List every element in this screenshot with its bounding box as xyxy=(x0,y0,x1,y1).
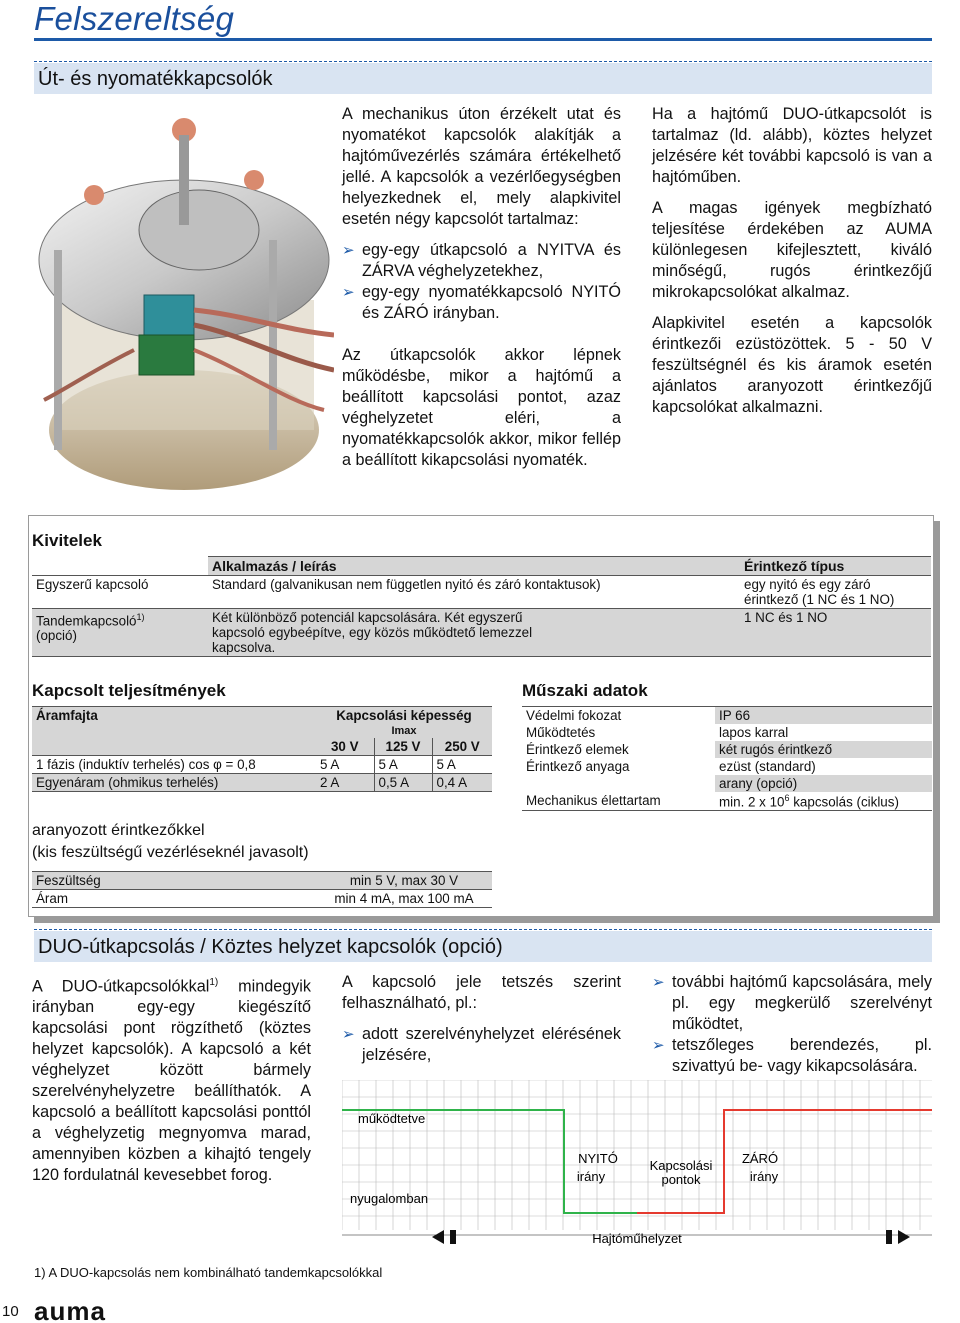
bullet-travel-switch: ➢ egy-egy útkapcsoló a NYITVA és ZÁRVA véghelyzetekhez, xyxy=(342,240,621,282)
row-type: 1 NC és 1 NO xyxy=(740,609,931,657)
switches-operation-text: Az útkapcsolók akkor lépnek működésbe, mikor a hajtómű a beállított kapcsolási pontot, azaz véghelyzetet eléri, a nyomatékkapcsolók akkor, mikor fellép a beállított kikapcsolási nyomaték. xyxy=(342,346,621,469)
technical-data-table xyxy=(522,706,932,811)
label-open-dir: NYITÓ xyxy=(578,1151,618,1166)
section-rule xyxy=(34,61,932,62)
microswitch-note: A magas igények megbízható teljesítése érdekében az AUMA különlegesen kifejlesztett, kiváló minőségű, rugós érintkezőjű mikrokapcsolókat alkalmaz. xyxy=(652,199,932,301)
bullet-position-signal: ➢ adott szerelvényhelyzet elérésének jelzésére, xyxy=(342,1024,621,1066)
label-actuator-position: Hajtóműhelyzet xyxy=(592,1231,682,1246)
row-name: Tandemkapcsoló$^{1)}$ (opció) xyxy=(32,609,208,657)
label-rest: nyugalomban xyxy=(350,1191,429,1206)
voltage-125: 125 V xyxy=(374,738,432,756)
gold-contacts-table xyxy=(32,871,492,908)
switching-capacity-heading: Kapcsolt teljesítmények xyxy=(32,681,226,700)
switching-capacity-table xyxy=(32,706,492,792)
right-arrow-icon xyxy=(898,1230,910,1244)
right-end-marker-icon xyxy=(886,1230,892,1244)
table-row: Áram min 4 mA, max 100 mA xyxy=(32,890,492,908)
col-application: Alkalmazás / leírás xyxy=(208,557,740,576)
label-points-2: pontok xyxy=(661,1172,701,1187)
col-contact-type: Érintkező típus xyxy=(740,557,931,576)
section-heading-switches: Út- és nyomatékkapcsolók xyxy=(34,63,932,94)
table-row: Védelmi fokozat IP 66 xyxy=(522,707,932,725)
footnote: 1) A DUO-kapcsolás nem kombinálható tandemkapcsolókkal xyxy=(34,1265,383,1280)
section-heading-duo: DUO-útkapcsolás / Köztes helyzet kapcsolók (opció) xyxy=(34,931,932,962)
label-open-dir-2: irány xyxy=(576,1169,606,1184)
table-row xyxy=(32,576,931,609)
label-close-dir-2: irány xyxy=(749,1169,779,1184)
versions-table xyxy=(32,556,931,657)
gold-contacts-note: aranyozott érintkezőkkel (kis feszültségű vezérléseknél javasolt) xyxy=(32,822,309,861)
row-type: egy nyitó és egy záró érintkező (1 NC és 1 NO) xyxy=(740,576,931,609)
switches-text-col1 xyxy=(342,104,621,481)
voltage-30: 30 V xyxy=(316,738,374,756)
left-arrow-icon xyxy=(432,1230,444,1244)
duo-text-col1: A DUO-útkapcsolókkal$^{1)}$ mindegyik irányban egy-egy kiegészítő kapcsolási pont rögzíthető (köztes helyzet kapcsolók). A kapcsoló a két véghelyzet között bármely szerelvényhelyzetre beállíthatók. A kapcsoló a beállított kapcsolási ponttól a véghelyzetig megnyomva marad, amennyiben közben a kihajtó tengely 120 fordulatnál kevesebbet forog. xyxy=(32,977,311,1185)
duo-note: Ha a hajtómű DUO-útkapcsolót is tartalmaz (ld. alább), köztes helyzet jelzésére két további kapcsoló is van a hajtóműben. xyxy=(652,105,932,186)
voltage-250: 250 V xyxy=(432,738,492,756)
label-close-dir: ZÁRÓ xyxy=(741,1151,779,1166)
diagram-grid xyxy=(342,1080,932,1230)
kivitelek-heading: Kivitelek xyxy=(32,531,102,550)
row-desc: Standard (galvanikusan nem független nyitó és záró kontaktusok) xyxy=(208,576,740,609)
row-desc: Két különböző potenciál kapcsolására. Két egyszerű kapcsoló egybeépítve, egy közös működtető lemezzel kapcsolva. xyxy=(208,609,740,657)
table-row: 1 fázis (induktív terhelés) cos φ = 0,8 5 A 5 A 5 A xyxy=(32,756,492,774)
label-actuated: működtetve xyxy=(358,1111,426,1126)
table-row: Működtetés lapos karral xyxy=(526,725,789,740)
duo-switching-diagram xyxy=(342,1080,932,1255)
bullet-torque-switch: ➢ egy-egy nyomatékkapcsoló NYITÓ és ZÁRÓ irányban. xyxy=(342,282,621,324)
bullet-further-actuator: ➢ további hajtómű kapcsolására, mely pl. egy megkerülő szerelvényt működtet, xyxy=(652,972,932,1035)
contacts-note: Alapkivitel esetén a kapcsolók érintkezői ezüstözöttek. 5 - 50 V feszültségnél és kis áramok esetén ajánlatos aranyozott érintkezőjű kapcsolókat alkalmazni. xyxy=(652,314,932,416)
section-rule xyxy=(34,929,932,930)
page-number: 10 xyxy=(2,1303,19,1320)
table-row: Érintkező anyaga ezüst (standard) xyxy=(526,759,816,774)
col-imax: Imax xyxy=(391,725,417,737)
title-rule xyxy=(34,38,932,41)
row-name: Egyszerű kapcsoló xyxy=(32,576,208,609)
duo-text-col2: A kapcsoló jele tetszés szerint felhasználható, pl.: ➢ adott szerelvényhelyzet elérésének jelzésére, xyxy=(342,972,621,1066)
switches-text-col2 xyxy=(652,104,932,428)
table-row xyxy=(32,609,931,657)
left-end-marker-icon xyxy=(450,1230,456,1244)
technical-data-heading: Műszaki adatok xyxy=(522,681,648,700)
auma-logo: auma xyxy=(34,1296,106,1323)
table-row: Érintkező elemek két rugós érintkező xyxy=(522,741,932,758)
table-row: Egyenáram (ohmikus terhelés) 2 A 0,5 A 0,4 A xyxy=(32,774,492,792)
bullet-any-device: ➢ tetszőleges berendezés, pl. szivattyú be- vagy kikapcsolására. xyxy=(652,1035,932,1077)
duo-text-col3 xyxy=(652,972,932,1077)
page-title: Felszereltség xyxy=(34,0,235,37)
label-points: Kapcsolási xyxy=(649,1158,713,1173)
table-row: Mechanikus élettartam min. 2 x $10^6$ kapcsolás (ciklus) xyxy=(522,792,932,811)
switches-intro: A mechanikus úton érzékelt utat és nyomatékot kapcsolók alakítják a hajtóművezérlés számára értékelhető jellé. A kapcsolók a vezérlőegységben helyezkednek el, mely alapkivitel esetén négy kapcsolót tartalmaz: xyxy=(342,105,621,228)
table-row: Feszültség min 5 V, max 30 V xyxy=(32,872,492,890)
col-current-type: Áramfajta xyxy=(32,707,316,725)
switch-unit-photo xyxy=(34,100,334,500)
table-row: arany (opció) xyxy=(522,775,932,792)
col-capacity: Kapcsolási képesség xyxy=(316,707,492,725)
